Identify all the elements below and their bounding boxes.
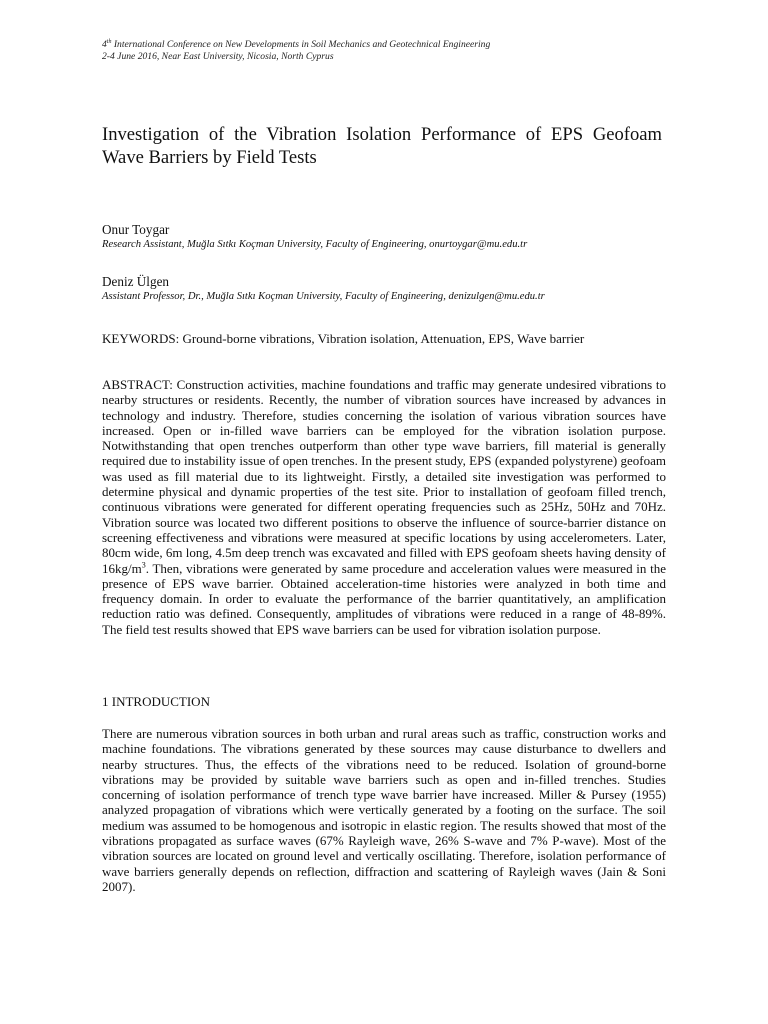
- conference-ordinal-suffix: th: [106, 38, 112, 45]
- section-heading: 1 INTRODUCTION: [102, 694, 210, 709]
- author-name: Onur Toygar: [102, 222, 170, 237]
- conference-header: [102, 39, 490, 63]
- author-name: Deniz Ülgen: [102, 274, 170, 289]
- author-affiliation: Assistant Professor, Dr., Muğla Sıtkı Koçman University, Faculty of Engineering, denizulgen@mu.edu.tr: [102, 291, 545, 302]
- conference-line-1: [102, 39, 490, 51]
- superscript: 3: [141, 560, 146, 570]
- abstract-text-part-2: . Then, vibrations were generated by same procedure and acceleration values were measured in the presence of EPS wave barrier. Obtained acceleration-time histories were analyzed in both time and frequency domain. In order to evaluate the performance of the barrier quantitatively, an amplification reduction ratio was defined. Consequently, amplitudes of vibrations were reduced in a range of 48-89%. The field test results showed that EPS wave barriers can be used for vibration isolation purpose.: [102, 560, 666, 637]
- conference-name: International Conference on New Developments in Soil Mechanics and Geotechnical Engineering: [111, 39, 491, 50]
- conference-ordinal: 4: [102, 39, 107, 50]
- introduction-paragraph: There are numerous vibration sources in both urban and rural areas such as traffic, construction works and machine foundations. The vibrations generated by these sources may cause disturbance to dwellers and nearby structures. Thus, the effects of the vibrations need to be reduced. Isolation of ground-borne vibrations may be provided by suitable wave barriers such as open and in-filled trenches. Studies concerning of isolation performance of trench type wave barrier have increased. Miller & Pursey (1955) analyzed propagation of vibrations which were vertically generated by a footing on the surface. The soil medium was assumed to be homogenous and isotropic in elastic region. The results showed that most of the vibrations propagated as surface waves (67% Rayleigh wave, 26% S-wave and 7% P-wave). Most of the vibration sources are located on ground level and vertically oscillating. Therefore, isolation performance of wave barriers generally depends on reflection, diffraction and scattering of Rayleigh waves (Jain & Soni 2007).: [102, 726, 666, 894]
- conference-date-location: 2-4 June 2016, Near East University, Nicosia, North Cyprus: [102, 51, 334, 62]
- author-affiliation: Research Assistant, Muğla Sıtkı Koçman University, Faculty of Engineering, onurtoygar@mu.edu.tr: [102, 239, 528, 250]
- paper-title: Investigation of the Vibration Isolation Performance of EPS Geofoam Wave Barriers by Field Tests: [102, 124, 662, 168]
- abstract-paragraph: [102, 377, 666, 637]
- author-block-1: [102, 222, 682, 252]
- keywords: KEYWORDS: Ground-borne vibrations, Vibration isolation, Attenuation, EPS, Wave barrier: [102, 331, 585, 346]
- author-block-2: [102, 274, 682, 304]
- abstract-text-part-1: ABSTRACT: Construction activities, machine foundations and traffic may generate undesired vibrations to nearby structures or residents. Recently, the number of vibration sources have increased by advances in technology and industry. Therefore, studies concerning the isolation of various vibration sources have increased. Open or in-filled wave barriers can be employed for the vibration isolation purpose. Notwithstanding that open trenches outperform than other type wave barriers, fill material is generally required due to instability issue of open trenches. In the present study, EPS (expanded polystyrene) geofoam was used as fill material due to its lightweight. Firstly, a detailed site investigation was performed to determine physical and dynamic properties of the test site. Prior to installation of geofoam filled trench, continuous vibrations were generated for different operating frequencies such as 25Hz, 50Hz and 70Hz. Vibration source was located two different positions to observe the influence of source-barrier distance on screening effectiveness and vibrations were measured at specific locations by using accelerometers. Later, 80cm wide, 6m long, 4.5m deep trench was excavated and filled with EPS geofoam sheets having density of 16kg/m: [102, 377, 666, 576]
